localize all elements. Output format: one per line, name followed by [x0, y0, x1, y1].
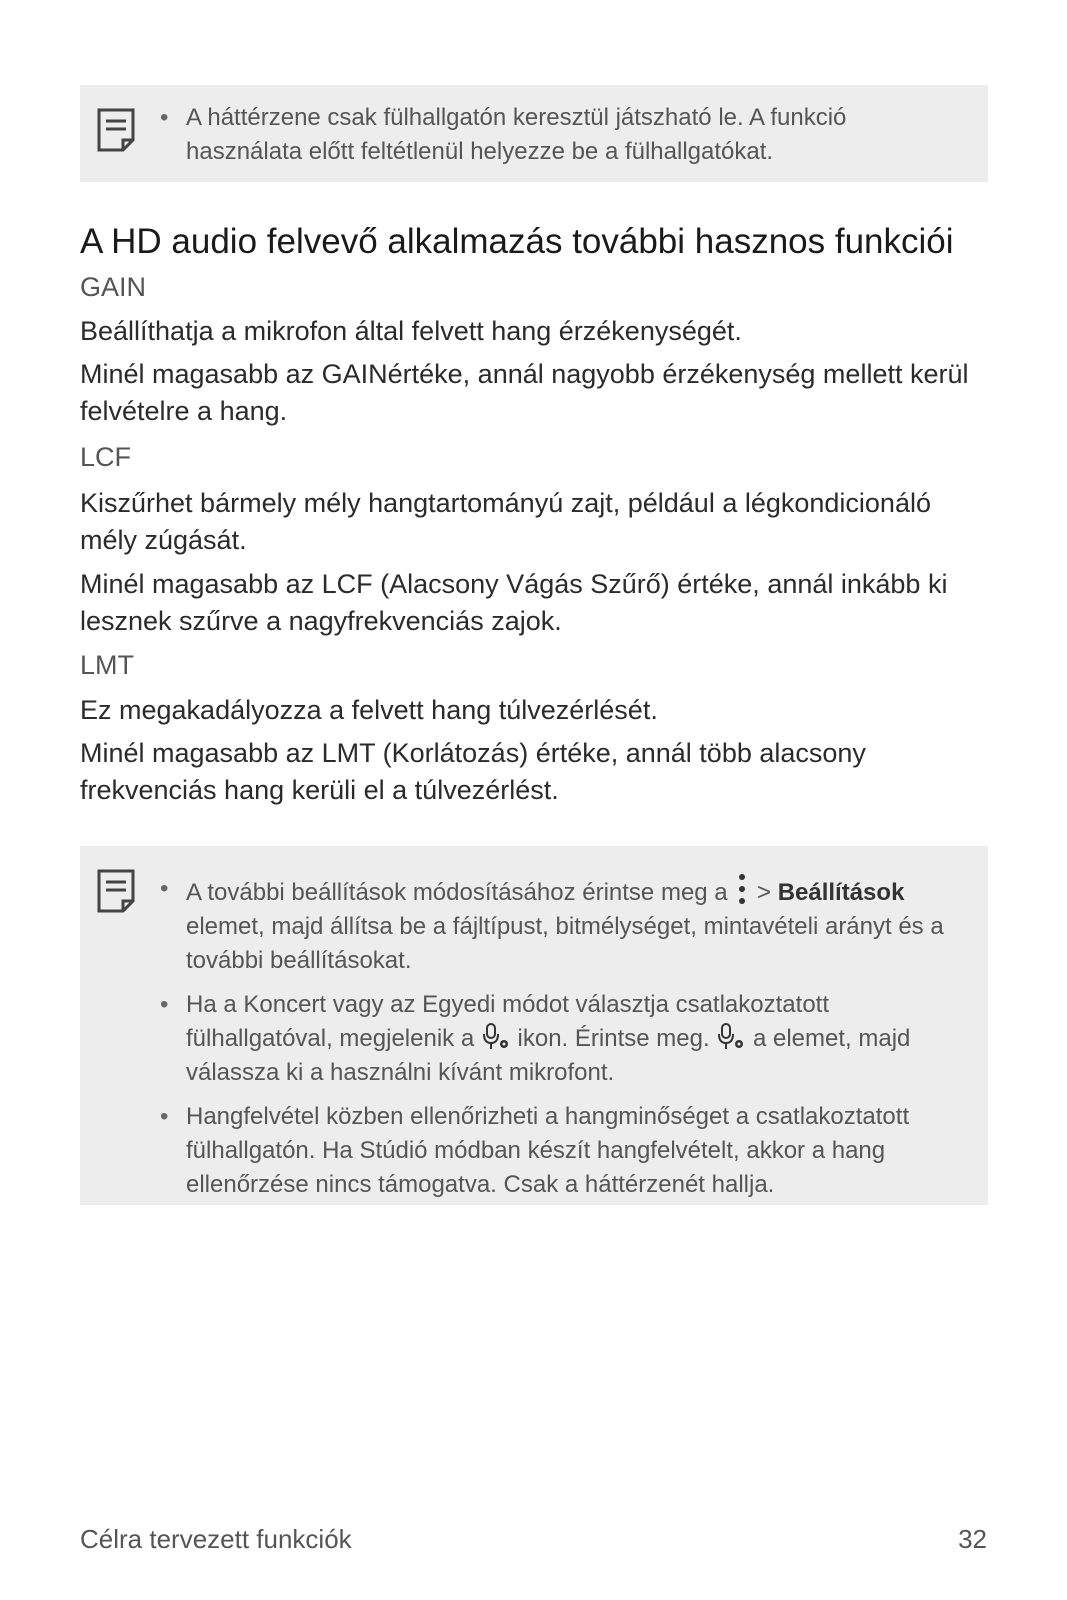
- note-box-bottom: [80, 846, 988, 1205]
- section-title-lmt: LMT: [80, 650, 134, 680]
- note-list-top: [160, 101, 964, 179]
- note-item-settings-before: A további beállítások módosításához érintse meg a: [186, 879, 728, 906]
- more-vert-icon: [734, 872, 750, 906]
- mic-settings-icon: [716, 1022, 746, 1052]
- section-lmt-para-1: Ez megakadályozza a felvett hang túlvezérlését.: [80, 695, 658, 725]
- section-title-lcf: LCF: [80, 442, 132, 472]
- note-box-top: [80, 85, 988, 182]
- page-number: 32: [958, 1524, 987, 1554]
- section-title-gain: GAIN: [80, 272, 147, 302]
- note-icon: [96, 107, 136, 153]
- section-gain-para-1: Beállíthatja a mikrofon által felvett hang érzékenységét.: [80, 316, 742, 346]
- note-item-settings: [160, 872, 964, 978]
- page-heading: A HD audio felvevő alkalmazás további hasznos funkciói: [80, 222, 954, 261]
- note-item-monitor: • Hangfelvétel közben ellenőrizheti a hangminőséget a csatlakoztatott fülhallgatón. Ha Stúdió módban készít hangfelvételt, akkor a hang ellenőrzése nincs támogatva. Csak a háttérzenét hallja.: [160, 1100, 964, 1202]
- footer-chapter: Célra tervezett funkciók: [80, 1524, 352, 1554]
- chevron-right-icon: >: [757, 879, 772, 906]
- note-item-mic-part1: Ha a Koncert vagy az Egyedi módot választja csatlakoztatott fülhallgatóval, megjelenik a: [186, 991, 829, 1052]
- section-lcf-para-1: Kiszűrhet bármely mély hangtartományú zajt, például a légkondicionáló mély zúgását.: [80, 488, 931, 555]
- note-icon: [96, 868, 136, 914]
- note-item-mic-part3: a elemet, majd válassza ki a használni kívánt mikrofont.: [186, 1025, 911, 1086]
- section-lcf-para-2: Minél magasabb az LCF (Alacsony Vágás Szűrő) értéke, annál inkább ki lesznek szűrve a nagyfrekvenciás zajok.: [80, 569, 948, 636]
- note-list-bottom: [160, 872, 964, 1212]
- note-item-mic-part2: ikon. Érintse meg.: [517, 1025, 710, 1052]
- note-item-mic: [160, 988, 964, 1090]
- section-lmt-para-2: Minél magasabb az LMT (Korlátozás) értéke, annál több alacsony frekvenciás hang kerüli el a túlvezérlést.: [80, 738, 866, 805]
- mic-settings-icon: [481, 1022, 511, 1052]
- section-gain-para-2: Minél magasabb az GAINértéke, annál nagyobb érzékenység mellett kerül felvételre a hang.: [80, 359, 969, 426]
- settings-label: Beállítások: [777, 879, 905, 906]
- note-item: • A háttérzene csak fülhallgatón keresztül játszható le. A funkció használata előtt feltétlenül helyezze be a fülhallgatókat.: [160, 101, 964, 169]
- note-item-settings-after: elemet, majd állítsa be a fájltípust, bitmélységet, mintavételi arányt és a további beállításokat.: [186, 913, 944, 974]
